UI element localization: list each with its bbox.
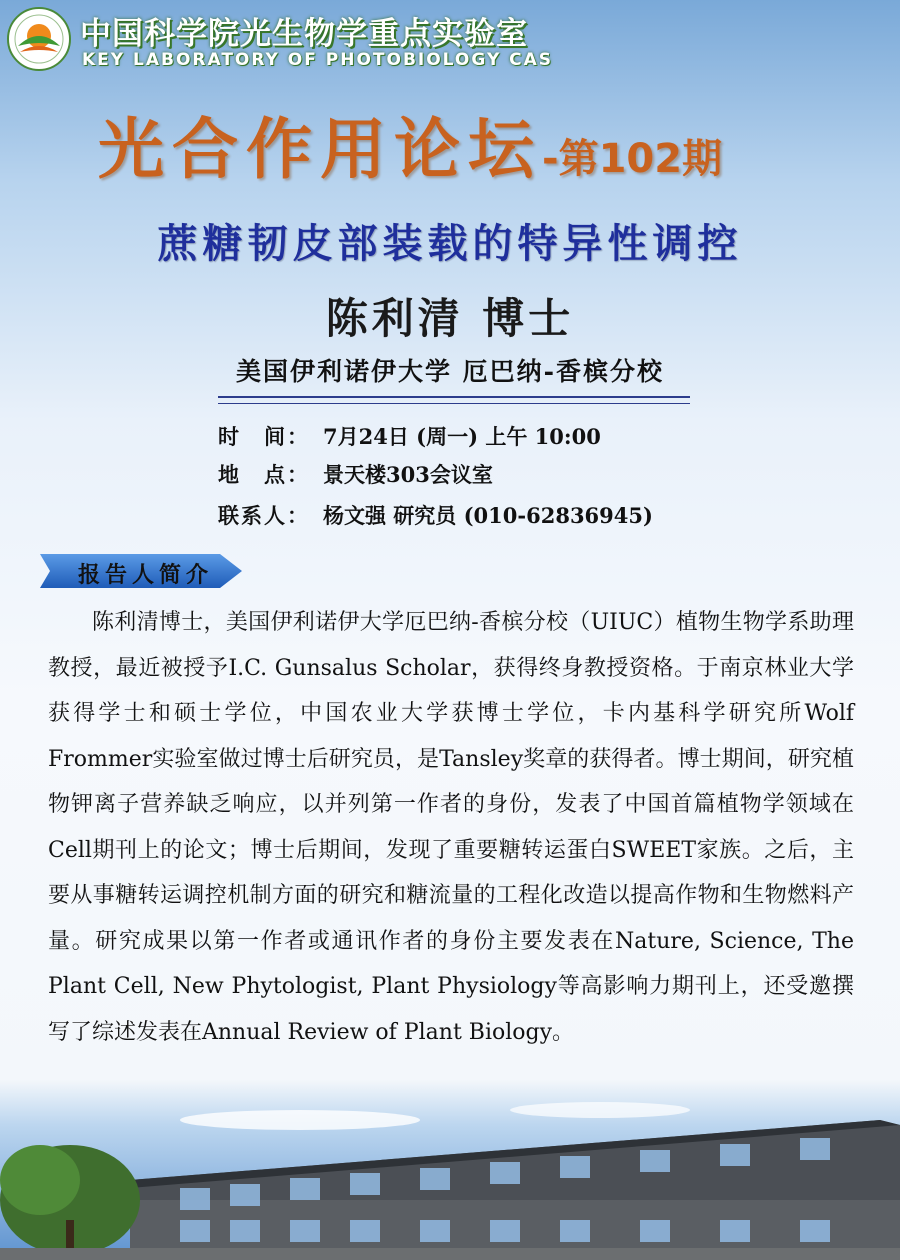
section-heading: 报告人简介 — [78, 562, 214, 588]
talk-title: 蔗糖韧皮部装载的特异性调控 — [157, 221, 743, 267]
divider-line — [218, 396, 690, 398]
contact-row — [218, 500, 653, 530]
time-label: 时 间： — [218, 424, 310, 449]
divider-line-thin — [218, 403, 690, 404]
lab-name-cn: 中国科学院光生物学重点实验室 — [80, 16, 528, 52]
time-value: 7月24日 (周一) 上午 10:00 — [323, 424, 601, 449]
forum-name: 光合作用论坛 — [98, 111, 542, 188]
speaker-name: 陈利清 博士 — [325, 294, 575, 343]
bio-paragraph: 陈利清博士，美国伊利诺伊大学厄巴纳-香槟分校（UIUC）植物生物学系助理教授，最近被授予I.C. Gunsalus Scholar，获得终身教授资格。于南京林业大学获得学士和硕士学位，中国农业大学获博士学位，卡内基科学研究所Wolf Frommer实验室做过博士后研究员，是Tansley奖章的获得者。博士期间，研究植物钾离子营养缺乏响应，以并列第一作者的身份，发表了中国首篇植物学领域在Cell期刊上的论文；博士后期间，发现了重要糖转运蛋白SWEET家族。之后，主要从事糖转运调控机制方面的研究和糖流量的工程化改造以提高作物和生物燃料产量。研究成果以第一作者或通讯作者的身份主要发表在Nature, Science, The Plant Cell, New Phytologist, Plant Physiology等高影响力期刊上，还受邀撰写了综述发表在Annual Review of Plant Biology。 — [48, 610, 854, 1045]
place-value: 景天楼303会议室 — [323, 462, 493, 487]
place-label: 地 点： — [218, 462, 310, 487]
lab-name-en: KEY LABORATORY OF PHOTOBIOLOGY CAS — [82, 50, 554, 70]
lab-logo-icon — [6, 6, 72, 72]
forum-title — [98, 96, 722, 191]
contact-value: 杨文强 研究员 (010-62836945) — [323, 503, 653, 528]
speaker-affiliation: 美国伊利诺伊大学 厄巴纳-香槟分校 — [235, 357, 665, 386]
place-row — [218, 459, 493, 489]
forum-issue: -第102期 — [542, 136, 723, 182]
contact-label: 联系人： — [218, 503, 310, 528]
time-row — [218, 421, 601, 451]
building-photo — [0, 1080, 900, 1260]
